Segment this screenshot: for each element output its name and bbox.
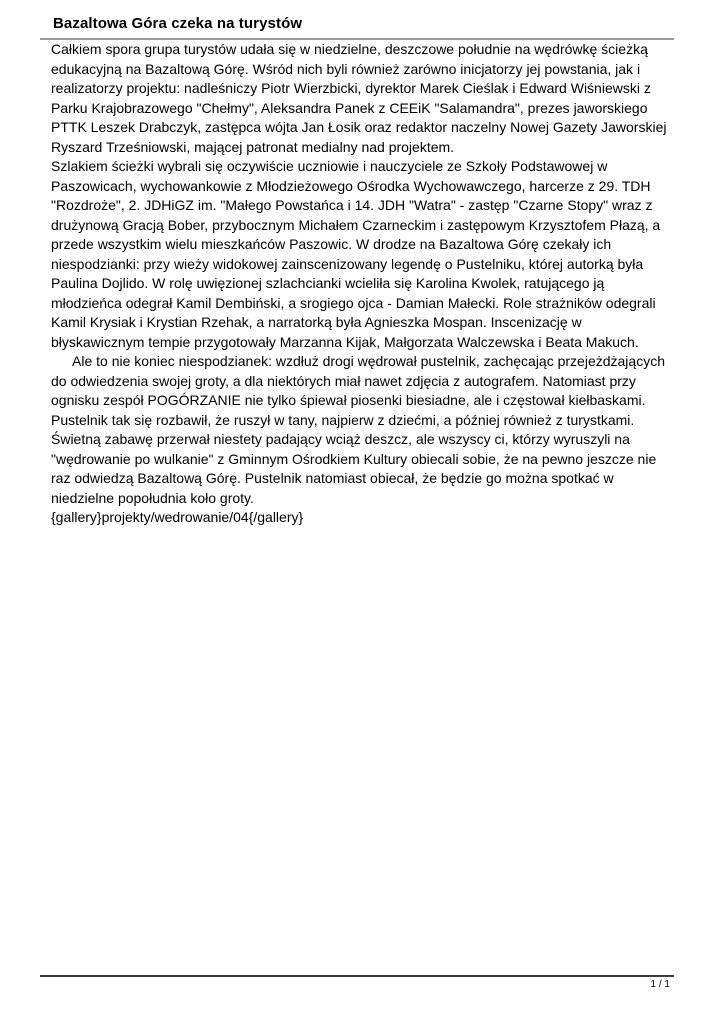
article-content bbox=[40, 0, 674, 528]
paragraph-hermit: Ale to nie koniec niespodzianek: wzdłuż drogi wędrował pustelnik, zachęcając przejeżdżających do odwiedzenia swojej groty, a dla niektórych miał nawet zdjęcia z autografem. Natomiast przy ognisku zespół POGÓRZANIE nie tylko śpiewał piosenki biesiadne, ale i częstował kiełbaskami. Pustelnik tak się rozbawił, że ruszył w tany, najpierw z dziećmi, a później również z turystkami. Świetną zabawę przerwał niestety padający wciąż deszcz, ale wszyscy ci, którzy wyruszyli na "wędrowanie po wulkanie" z Gminnym Ośrodkiem Kultury obiecali sobie, że na pewno jeszcze nie raz odwiedzą Bazaltową Górę. Pustelnik natomiast obiecał, że będzie go można spotkać w niedzielne popołudnia koło groty. bbox=[51, 353, 665, 506]
gallery-shortcode: {gallery}projekty/wedrowanie/04{/gallery} bbox=[51, 509, 304, 525]
footer-divider bbox=[40, 975, 674, 977]
page-number: 1 / 1 bbox=[650, 979, 670, 990]
paragraph-intro: Całkiem spora grupa turystów udała się w niedzielne, deszczowe południe na wędrówkę ścieżką edukacyjną na Bazaltową Górę. Wśród nich byli również zarówno inicjatorzy jej powstania, jak i realizatorzy projektu: nadleśniczy Piotr Wierzbicki, dyrektor Marek Cieślak i Edward Wiśniewski z Parku Krajobrazowego "Chełmy", Aleksandra Panek z CEEiK "Salamandra", prezes jaworskiego PTTK Leszek Drabczyk, zastępca wójta Jan Łosik oraz redaktor naczelny Nowej Gazety Jaworskiej Ryszard Trześniowski, mającej patronat medialny nad projektem. bbox=[51, 41, 667, 155]
page-footer bbox=[40, 975, 674, 991]
paragraph-participants: Szlakiem ścieżki wybrali się oczywiście uczniowie i nauczyciele ze Szkoły Podstawowej w Paszowicach, wychowankowie z Młodzieżowego Ośrodka Wychowawczego, harcerze z 29. TDH "Rozdroże", 2. JDHiGZ im. "Małego Powstańca i 14. JDH "Watra" - zastęp "Czarne Stopy" wraz z drużynową Gracją Bober, przybocznym Michałem Czarneckim i zastępowym Krzysztofem Płazą, a przede wszystkim wielu mieszkańców Paszowic. W drodze na Bazaltowa Górę czekały ich niespodzianki: przy wieży widokowej zainscenizowany legendę o Pustelniku, której autorką była Paulina Dojlido. W rolę uwięzionej szlachcianki wcieliła się Karolina Kwolek, ratującego ją młodzieńca odegrał Kamil Dembiński, a srogiego ojca - Damian Małecki. Role strażników odegrali Kamil Krysiak i Krystian Rzehak, a narratorką była Agnieszka Mospan. Inscenizację w błyskawicznym tempie przygotowały Marzanna Kijak, Małgorzata Walczewska i Beata Makuch. bbox=[51, 158, 661, 350]
page-title: Bazaltowa Góra czeka na turystów bbox=[53, 15, 303, 32]
article-body bbox=[40, 40, 674, 528]
